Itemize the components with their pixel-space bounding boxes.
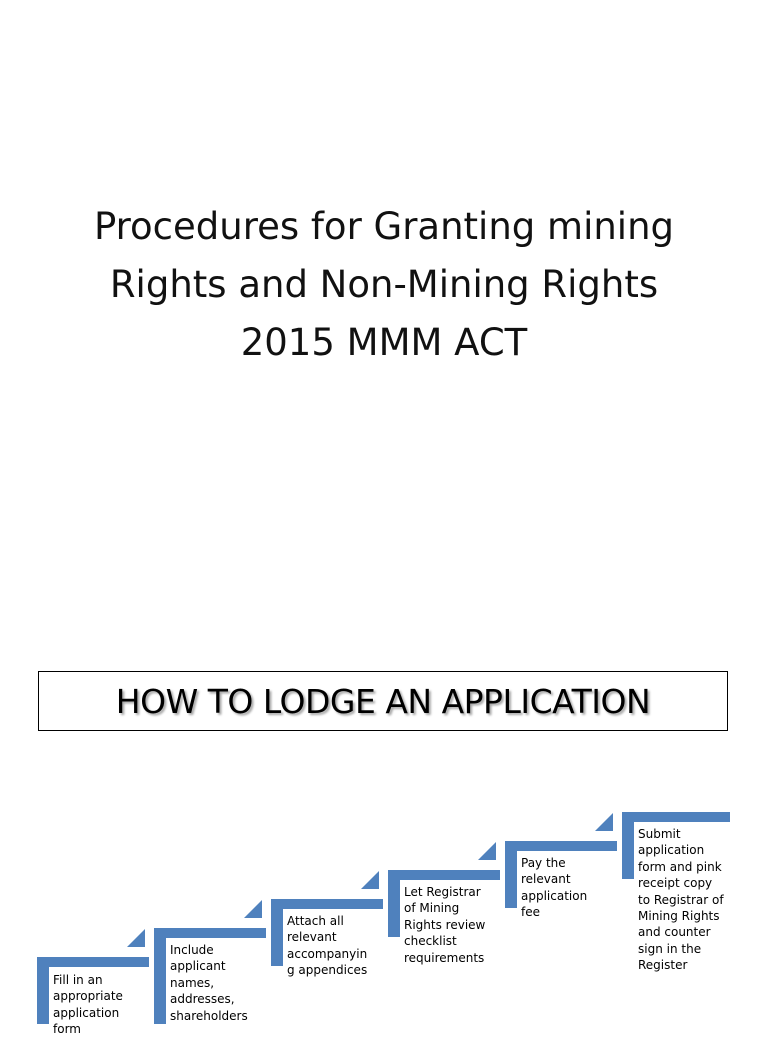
title-line-3: 2015 MMM ACT xyxy=(240,321,528,364)
step-6-text: Submit application form and pink receipt copy to Registrar of Mining Rights and counter sign in the Register xyxy=(638,827,724,973)
step-2-text: Include applicant names, addresses, shareholders xyxy=(170,943,248,1023)
slide-title xyxy=(0,198,768,372)
step-3-text: Attach all relevant accompanyin g appendices xyxy=(287,914,368,978)
title-line-1: Procedures for Granting mining xyxy=(93,205,675,248)
step-5-text: Pay the relevant application fee xyxy=(521,856,588,920)
step-1-text: Fill in an appropriate application form xyxy=(53,973,123,1037)
title-line-2: Rights and Non-Mining Rights xyxy=(109,263,659,306)
section-heading-box xyxy=(38,671,728,731)
section-heading: HOW TO LODGE AN APPLICATION xyxy=(115,681,651,721)
step-4-text: Let Registrar of Mining Rights review checklist requirements xyxy=(404,885,486,965)
